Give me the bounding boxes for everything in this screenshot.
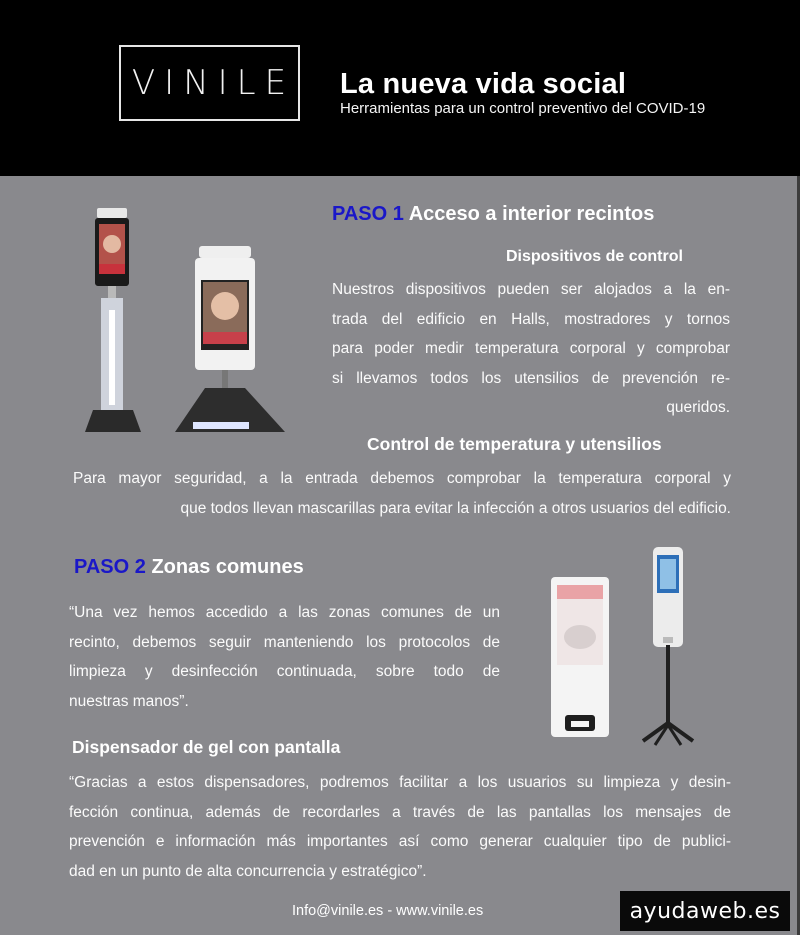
step1-title: Acceso a interior recintos: [408, 203, 655, 225]
thermometer-kiosks-image: [75, 200, 295, 445]
step2-subheading-dispenser: Dispensador de gel con pantalla: [72, 737, 341, 757]
step2-paragraph-dispenser: [69, 768, 731, 886]
text-line: “Gracias a estos dispensadores, podremos facilitar a los usuarios su limpieza y desin-: [69, 774, 731, 791]
step1-heading: [332, 203, 654, 226]
step2-paragraph-intro: [69, 598, 500, 716]
text-line: nuestras manos”.: [69, 692, 189, 710]
step1-subheading-temperature: Control de temperatura y utensilios: [367, 434, 662, 454]
step2-heading: [74, 556, 304, 579]
logo-text: VINILE: [131, 63, 296, 103]
step1-paragraph-devices: [332, 275, 730, 423]
text-line: recinto, debemos seguir manteniendo los protocolos de: [69, 633, 500, 651]
step1-paragraph-temperature: [73, 464, 731, 523]
page-title: La nueva vida social: [340, 68, 627, 100]
text-line: que todos llevan mascarillas para evitar la infección a otros usuarios del edificio.: [180, 499, 731, 517]
gel-dispensers-image: [545, 545, 725, 750]
text-line: “Una vez hemos accedido a las zonas comunes de un: [69, 604, 500, 621]
text-line: dad en un punto de alta concurrencia y estratégico”.: [69, 862, 427, 880]
text-line: prevención e información más importantes así como generar cualquier tipo de publici-: [69, 833, 731, 850]
step2-paso-label: PASO 2: [74, 556, 146, 578]
text-line: Nuestros dispositivos pueden ser alojados a la en-: [332, 281, 730, 298]
header-banner: [0, 0, 800, 176]
text-line: si llevamos todos los utensilios de prevención re-: [332, 369, 730, 387]
page-subtitle: Herramientas para un control preventivo del COVID-19: [340, 100, 706, 117]
text-line: trada del edificio en Halls, mostradores y tornos: [332, 310, 730, 328]
text-line: limpieza y desinfección continuada, sobre todo de: [69, 663, 500, 680]
text-line: para poder medir temperatura corporal y comprobar: [332, 340, 730, 357]
text-line: queridos.: [666, 399, 730, 416]
text-line: fección continua, además de recordarles a través de las pantallas los mensajes de: [69, 803, 731, 821]
vinile-logo: [119, 45, 300, 121]
step1-subheading-devices: Dispositivos de control: [506, 248, 683, 265]
text-line: Para mayor seguridad, a la entrada debemos comprobar la temperatura corporal y: [73, 470, 731, 487]
step1-paso-label: PASO 1: [332, 203, 404, 225]
step2-title: Zonas comunes: [151, 556, 304, 578]
watermark-badge: ayudaweb.es: [620, 891, 790, 931]
footer-contact: Info@vinile.es - www.vinile.es: [292, 903, 484, 919]
